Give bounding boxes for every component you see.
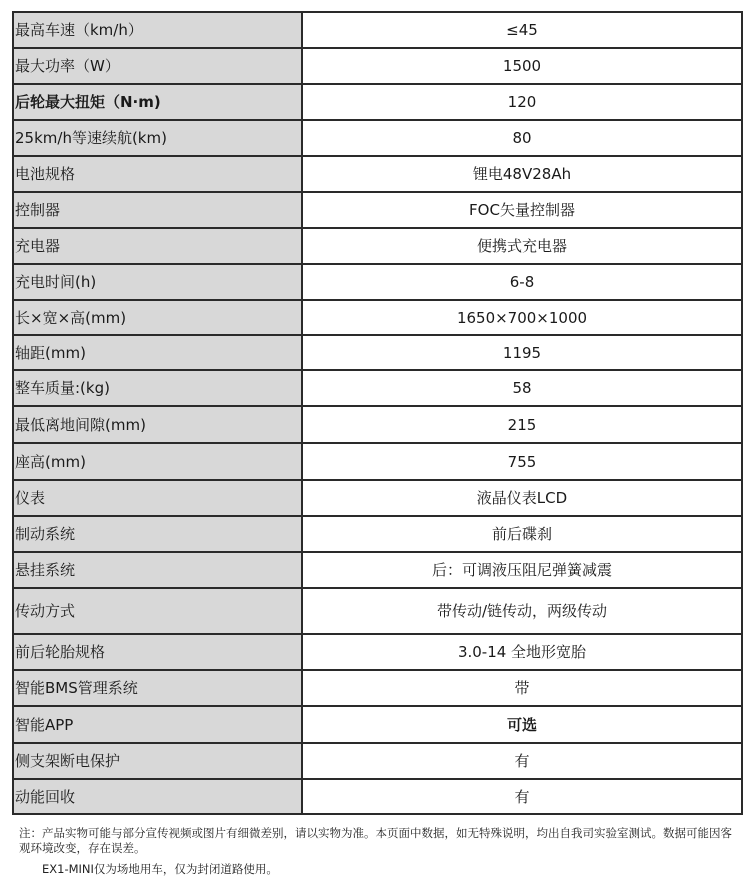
spec-value: 3.0-14 全地形宽胎 <box>302 634 742 670</box>
spec-value: 前后碟刹 <box>302 516 742 552</box>
table-row <box>13 480 742 516</box>
table-row <box>13 552 742 588</box>
spec-value: 1500 <box>302 48 742 84</box>
spec-value: 带传动/链传动，两级传动 <box>302 588 742 634</box>
spec-value: FOC矢量控制器 <box>302 192 742 228</box>
spec-value: 80 <box>302 120 742 156</box>
spec-label: 长×宽×高(mm) <box>13 300 302 335</box>
spec-label: 轴距(mm) <box>13 335 302 370</box>
spec-label: 座高(mm) <box>13 443 302 480</box>
table-row <box>13 588 742 634</box>
spec-value: 有 <box>302 779 742 814</box>
spec-label: 仪表 <box>13 480 302 516</box>
spec-label: 悬挂系统 <box>13 552 302 588</box>
spec-value: 液晶仪表LCD <box>302 480 742 516</box>
table-row <box>13 670 742 706</box>
spec-label: 侧支架断电保护 <box>13 743 302 779</box>
spec-label: 最大功率（W） <box>13 48 302 84</box>
spec-value: 6-8 <box>302 264 742 300</box>
table-row <box>13 12 742 48</box>
spec-table <box>12 11 743 815</box>
spec-label: 最低离地间隙(mm) <box>13 406 302 443</box>
spec-label: 最高车速（km/h） <box>13 12 302 48</box>
spec-label: 动能回收 <box>13 779 302 814</box>
spec-value: 215 <box>302 406 742 443</box>
table-row <box>13 634 742 670</box>
spec-label: 前后轮胎规格 <box>13 634 302 670</box>
spec-value: 可选 <box>302 706 742 743</box>
table-row <box>13 156 742 192</box>
spec-label: 智能APP <box>13 706 302 743</box>
spec-label: 后轮最大扭矩（N·m) <box>13 84 302 120</box>
table-row <box>13 84 742 120</box>
spec-value: 有 <box>302 743 742 779</box>
table-row <box>13 335 742 370</box>
spec-label: 充电器 <box>13 228 302 264</box>
spec-value: 便携式充电器 <box>302 228 742 264</box>
table-row <box>13 370 742 406</box>
spec-value: 后：可调液压阻尼弹簧减震 <box>302 552 742 588</box>
table-row <box>13 192 742 228</box>
table-row <box>13 706 742 743</box>
spec-label: 智能BMS管理系统 <box>13 670 302 706</box>
spec-value: 1195 <box>302 335 742 370</box>
spec-value: 120 <box>302 84 742 120</box>
spec-label: 控制器 <box>13 192 302 228</box>
table-row <box>13 406 742 443</box>
table-row <box>13 120 742 156</box>
table-row <box>13 300 742 335</box>
spec-value: 带 <box>302 670 742 706</box>
usage-restriction-note: EX1-MINI仅为场地用车，仅为封闭道路使用。 <box>42 862 278 876</box>
spec-value: 锂电48V28Ah <box>302 156 742 192</box>
spec-value: 1650×700×1000 <box>302 300 742 335</box>
spec-label: 充电时间(h) <box>13 264 302 300</box>
table-row <box>13 779 742 814</box>
spec-value: ≤45 <box>302 12 742 48</box>
table-row <box>13 48 742 84</box>
spec-value: 58 <box>302 370 742 406</box>
spec-label: 制动系统 <box>13 516 302 552</box>
disclaimer-note: 注：产品实物可能与部分宣传视频或图片有细微差别，请以实物为准。本页面中数据，如无特殊说明，均出自我司实验室测试。数据可能因客观环境改变，存在误差。 <box>19 826 732 855</box>
table-row <box>13 443 742 480</box>
spec-value: 755 <box>302 443 742 480</box>
table-row <box>13 743 742 779</box>
spec-label: 电池规格 <box>13 156 302 192</box>
spec-label: 传动方式 <box>13 588 302 634</box>
spec-label: 整车质量:(kg) <box>13 370 302 406</box>
table-row <box>13 264 742 300</box>
table-row <box>13 228 742 264</box>
spec-label: 25km/h等速续航(km) <box>13 120 302 156</box>
table-row <box>13 516 742 552</box>
